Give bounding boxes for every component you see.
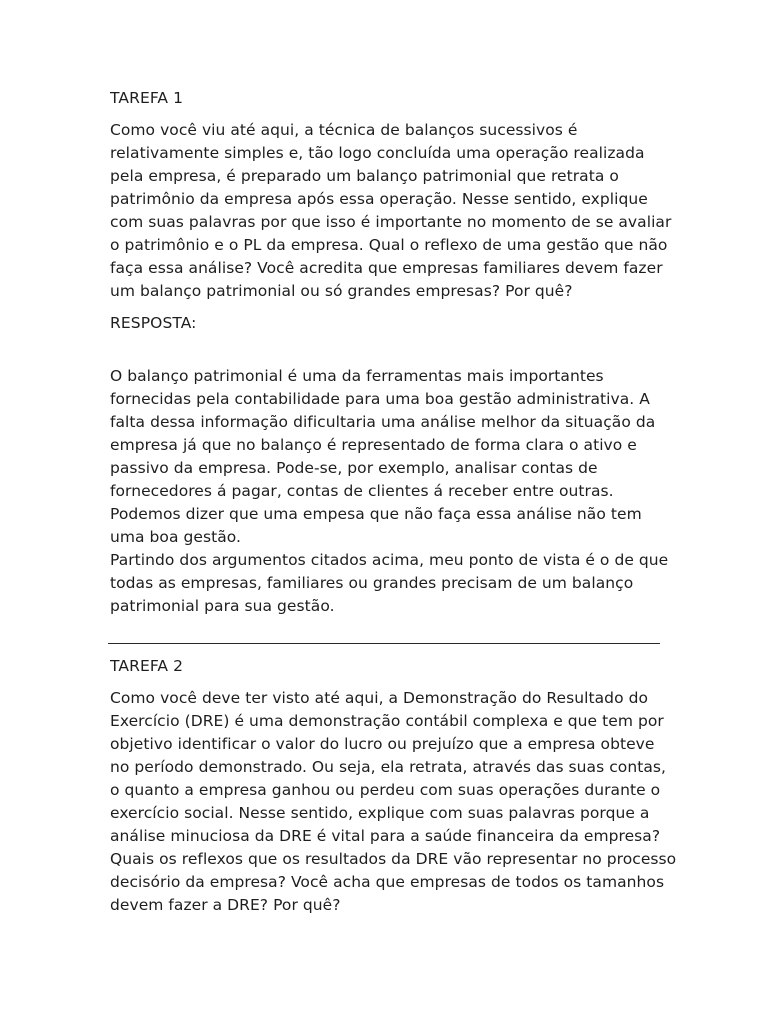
question-line: Exercício (DRE) é uma demonstração contábil complexa e que tem por (110, 712, 664, 730)
answer-line: falta dessa informação dificultaria uma análise melhor da situação da (110, 413, 656, 431)
answer-line: todas as empresas, familiares ou grandes precisam de um balanço (110, 574, 634, 592)
question-line: exercício social. Nesse sentido, explique com suas palavras porque a (110, 804, 650, 822)
question-line: o patrimônio e o PL da empresa. Qual o reflexo de uma gestão que não (110, 236, 668, 254)
tarefa-2-title: TAREFA 2 (110, 657, 184, 675)
document-page (110, 87, 677, 917)
tarefa-2-question (110, 687, 677, 917)
question-line: Como você viu até aqui, a técnica de balanços sucessivos é (110, 121, 578, 139)
tarefa-1-question (110, 119, 672, 303)
question-line: pela empresa, é preparado um balanço patrimonial que retrata o (110, 167, 619, 185)
answer-line: Podemos dizer que uma empesa que não faça essa análise não tem (110, 505, 642, 523)
question-line: um balanço patrimonial ou só grandes empresas? Por quê? (110, 282, 573, 300)
question-line: relativamente simples e, tão logo concluída uma operação realizada (110, 144, 645, 162)
tarefa-1-answer (110, 365, 669, 618)
question-line: devem fazer a DRE? Por quê? (110, 896, 341, 914)
answer-line: passivo da empresa. Pode-se, por exemplo, analisar contas de (110, 459, 598, 477)
question-line: o quanto a empresa ganhou ou perdeu com suas operações durante o (110, 781, 661, 799)
answer-line: empresa já que no balanço é representado de forma clara o ativo e (110, 436, 637, 454)
question-line: Quais os reflexos que os resultados da DRE vão representar no processo (110, 850, 677, 868)
answer-line: uma boa gestão. (110, 528, 242, 546)
question-line: com suas palavras por que isso é importante no momento de se avaliar (110, 213, 672, 231)
answer-line: fornecedores á pagar, contas de clientes á receber entre outras. (110, 482, 614, 500)
answer-line: O balanço patrimonial é uma da ferramentas mais importantes (110, 367, 604, 385)
question-line: objetivo identificar o valor do lucro ou prejuízo que a empresa obteve (110, 735, 655, 753)
question-line: análise minuciosa da DRE é vital para a saúde financeira da empresa? (110, 827, 661, 845)
question-line: patrimônio da empresa após essa operação. Nesse sentido, explique (110, 190, 648, 208)
answer-line: Partindo dos argumentos citados acima, meu ponto de vista é o de que (110, 551, 669, 569)
answer-line: fornecidas pela contabilidade para uma boa gestão administrativa. A (110, 390, 650, 408)
question-line: faça essa análise? Você acredita que empresas familiares devem fazer (110, 259, 663, 277)
tarefa-1-title: TAREFA 1 (110, 89, 184, 107)
question-line: no período demonstrado. Ou seja, ela retrata, através das suas contas, (110, 758, 666, 776)
question-line: decisório da empresa? Você acha que empresas de todos os tamanhos (110, 873, 665, 891)
section-divider (108, 643, 660, 644)
answer-line: patrimonial para sua gestão. (110, 597, 335, 615)
answer-label: RESPOSTA: (110, 314, 197, 332)
question-line: Como você deve ter visto até aqui, a Demonstração do Resultado do (110, 689, 648, 707)
